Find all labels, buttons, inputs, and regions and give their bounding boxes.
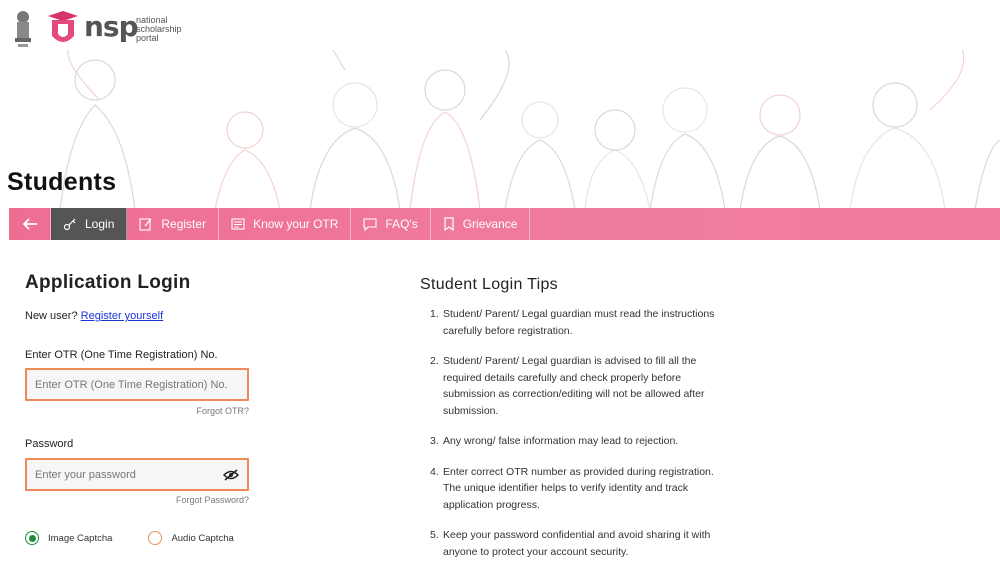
login-form (25, 272, 265, 544)
back-button[interactable] (9, 208, 51, 240)
captcha-options (25, 531, 234, 545)
login-tips (420, 276, 740, 558)
new-user-prompt (25, 310, 163, 322)
tab-grievance[interactable] (431, 208, 531, 240)
list-item: 4. Enter correct OTR number as provided during registration. The unique identifier helps to verify identity and track application progress. (430, 465, 714, 511)
password-input[interactable] (35, 469, 223, 481)
bookmark-icon (443, 217, 455, 231)
password-field[interactable] (25, 458, 249, 491)
otr-label: Enter OTR (One Time Registration) No. (25, 349, 218, 361)
page-title: Students (7, 168, 117, 196)
hero-banner (0, 50, 1000, 210)
list-item: 3. Any wrong/ false information may lead to rejection. (430, 435, 679, 447)
list-item: 1. Student/ Parent/ Legal guardian must read the instructions carefully before registration. (430, 308, 715, 337)
register-link[interactable]: Register yourself (80, 310, 164, 322)
otr-input[interactable] (35, 379, 239, 391)
list-item: 2. Student/ Parent/ Legal guardian is advised to fill all the required details carefully and check properly before submission as correction/editing will not be allowed after submission. (430, 355, 705, 417)
id-card-icon (231, 217, 245, 231)
tips-list (430, 306, 730, 563)
tab-grievance-label: Grievance (462, 217, 518, 231)
otr-field[interactable] (25, 368, 249, 401)
key-icon (63, 217, 77, 231)
login-title: Application Login (25, 272, 191, 293)
tab-login-label: Login (85, 217, 115, 231)
national-emblem-icon (8, 8, 38, 52)
students-illustration (0, 50, 1000, 210)
forgot-otr-link[interactable]: Forgot OTR? (196, 406, 249, 416)
tab-know-your-otr[interactable] (219, 208, 351, 240)
tab-know-your-otr-label: Know your OTR (253, 217, 339, 231)
arrow-left-icon (22, 217, 38, 231)
forgot-password-link[interactable]: Forgot Password? (175, 495, 249, 505)
chat-icon (363, 217, 377, 231)
tab-register-label: Register (161, 217, 207, 231)
password-label: Password (25, 438, 74, 450)
audio-captcha-label: Audio Captcha (171, 532, 234, 544)
logo-subtitle: national scholarship portal (136, 15, 182, 43)
image-captcha-radio[interactable] (25, 531, 39, 545)
tab-login[interactable] (51, 208, 127, 240)
nsp-logo-icon (46, 10, 80, 50)
edit-icon (139, 217, 153, 231)
new-user-text: New user? (25, 310, 78, 322)
logo-wordmark: nsp (84, 10, 138, 43)
audio-captcha-radio[interactable] (148, 531, 162, 545)
image-captcha-label: Image Captcha (48, 532, 113, 544)
tab-navigation (9, 208, 1000, 240)
tips-title: Student Login Tips (420, 276, 558, 293)
eye-off-icon[interactable] (223, 469, 239, 481)
list-item: 5. Keep your password confidential and avoid sharing it with anyone to protect your account security. (430, 529, 711, 558)
tab-register[interactable] (127, 208, 219, 240)
tab-faqs[interactable] (351, 208, 430, 240)
tab-faqs-label: FAQ's (385, 217, 418, 231)
